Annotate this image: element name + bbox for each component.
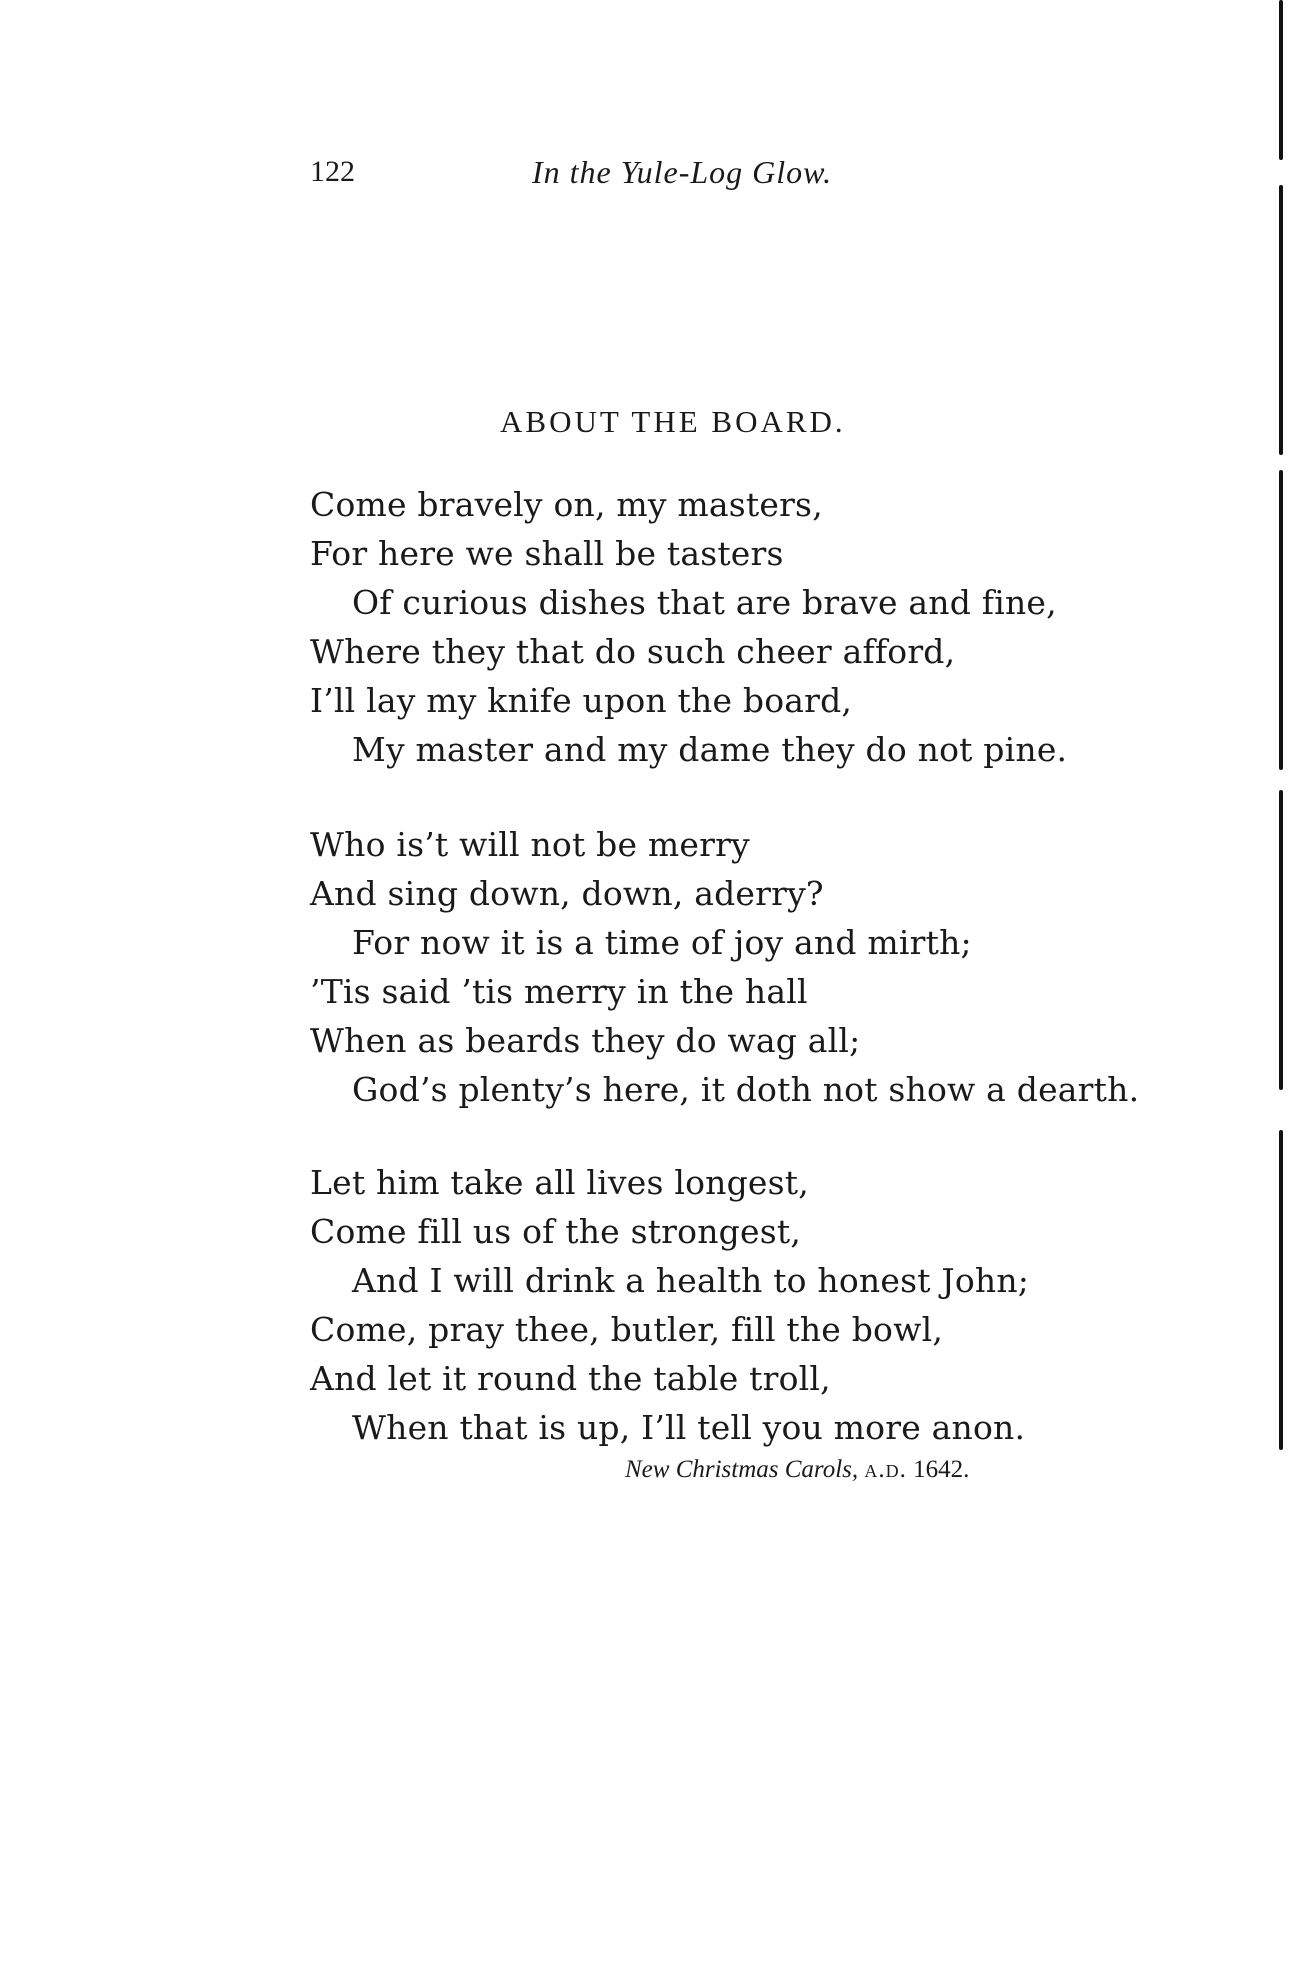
stanza-1: [310, 480, 1170, 774]
poem-line: When that is up, I’ll tell you more anon.: [352, 1408, 1026, 1447]
binding-edge-marks: [1279, 0, 1285, 1460]
binding-mark: [1279, 0, 1283, 160]
binding-mark: [1279, 185, 1283, 455]
page-number: 122: [310, 155, 355, 188]
running-head: [310, 150, 970, 194]
binding-mark: [1279, 1130, 1283, 1450]
attribution-year: 1642.: [913, 1456, 970, 1483]
poem-line: I’ll lay my knife upon the board,: [310, 681, 853, 720]
poem-line: Who is’t will not be merry: [310, 825, 750, 864]
poem-title: ABOUT THE BOARD.: [500, 404, 846, 439]
binding-mark: [1279, 790, 1283, 1090]
poem-line: Let him take all lives longest,: [310, 1163, 809, 1202]
poem-line: ’Tis said ’tis merry in the hall: [310, 972, 808, 1011]
poem-line: When as beards they do wag all;: [310, 1021, 861, 1060]
poem-line: Where they that do such cheer afford,: [310, 632, 956, 671]
attribution-source: New Christmas Carols,: [625, 1456, 859, 1483]
binding-mark: [1279, 470, 1283, 770]
poem-line: For now it is a time of joy and mirth;: [352, 923, 972, 962]
poem-line: Come, pray thee, butler, fill the bowl,: [310, 1310, 944, 1349]
poem-line: Of curious dishes that are brave and fine,: [352, 583, 1057, 622]
poem-line: My master and my dame they do not pine.: [352, 730, 1068, 769]
poem-line: Come bravely on, my masters,: [310, 485, 823, 524]
poem-line: God’s plenty’s here, it doth not show a dearth.: [352, 1070, 1140, 1109]
stanza-2: [310, 820, 1170, 1114]
poem-line: And sing down, down, aderry?: [310, 874, 824, 913]
poem-line: For here we shall be tasters: [310, 534, 784, 573]
attribution-era: a.d.: [864, 1456, 907, 1483]
running-title: In the Yule-Log Glow.: [532, 154, 833, 190]
stanza-3: [310, 1158, 1170, 1452]
poem-line: And I will drink a health to honest John;: [352, 1261, 1030, 1300]
poem-line: And let it round the table troll,: [310, 1359, 831, 1398]
attribution: [625, 1452, 969, 1488]
poem-line: Come fill us of the strongest,: [310, 1212, 802, 1251]
